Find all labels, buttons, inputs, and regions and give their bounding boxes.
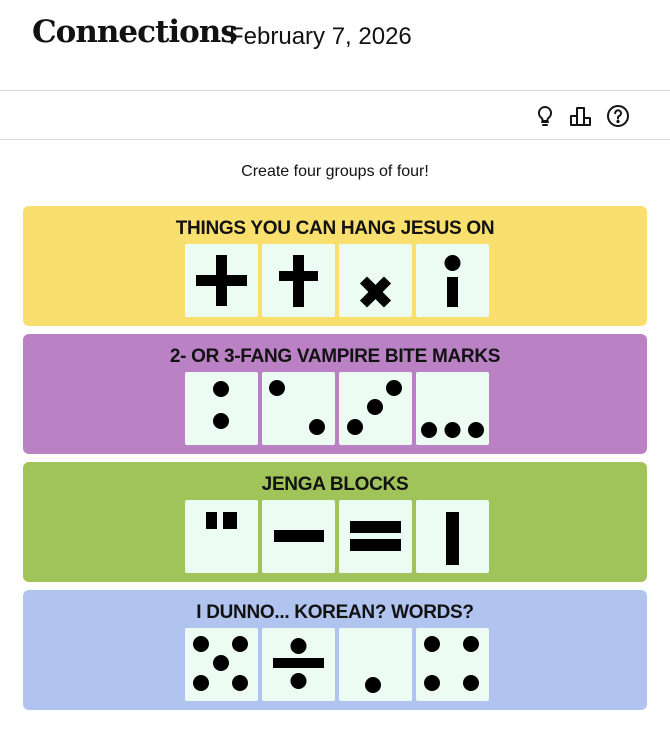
solved-group-blue xyxy=(23,590,647,710)
tile-two-dots-diagonal xyxy=(262,372,335,445)
solved-group-purple xyxy=(23,334,647,454)
solved-group-yellow xyxy=(23,206,647,326)
group-title: I DUNNO... KOREAN? WORDS? xyxy=(196,602,474,623)
tile-two-horizontal-bars xyxy=(339,500,412,573)
tile-three-dots-diagonal xyxy=(339,372,412,445)
tile-x-cross xyxy=(339,244,412,317)
instructions-text: Create four groups of four! xyxy=(241,163,429,180)
toolbar xyxy=(0,91,670,140)
help-icon[interactable] xyxy=(606,104,630,128)
group-title: 2- OR 3-FANG VAMPIRE BITE MARKS xyxy=(169,346,501,367)
leaderboard-icon[interactable] xyxy=(569,104,593,128)
tile-two-small-blocks xyxy=(185,500,258,573)
game-title: Connections xyxy=(32,14,237,50)
tile-dagger-cross xyxy=(262,244,335,317)
tile-five-dots xyxy=(185,628,258,701)
solved-group-green xyxy=(23,462,647,582)
tile-division-sign xyxy=(262,628,335,701)
tile-one-vertical-bar xyxy=(416,500,489,573)
page-header xyxy=(0,0,670,91)
tile-single-dot xyxy=(339,628,412,701)
tile-three-dots-horizontal xyxy=(416,372,489,445)
tile-four-dots xyxy=(416,628,489,701)
tile-two-dots-vertical xyxy=(185,372,258,445)
tile-one-horizontal-bar xyxy=(262,500,335,573)
puzzle-date: February 7, 2026 xyxy=(229,23,412,50)
lightbulb-icon[interactable] xyxy=(533,104,557,128)
tile-i-letter xyxy=(416,244,489,317)
group-title: JENGA BLOCKS xyxy=(261,474,409,495)
tile-plus-sign xyxy=(185,244,258,317)
group-title: THINGS YOU CAN HANG JESUS ON xyxy=(175,218,495,239)
